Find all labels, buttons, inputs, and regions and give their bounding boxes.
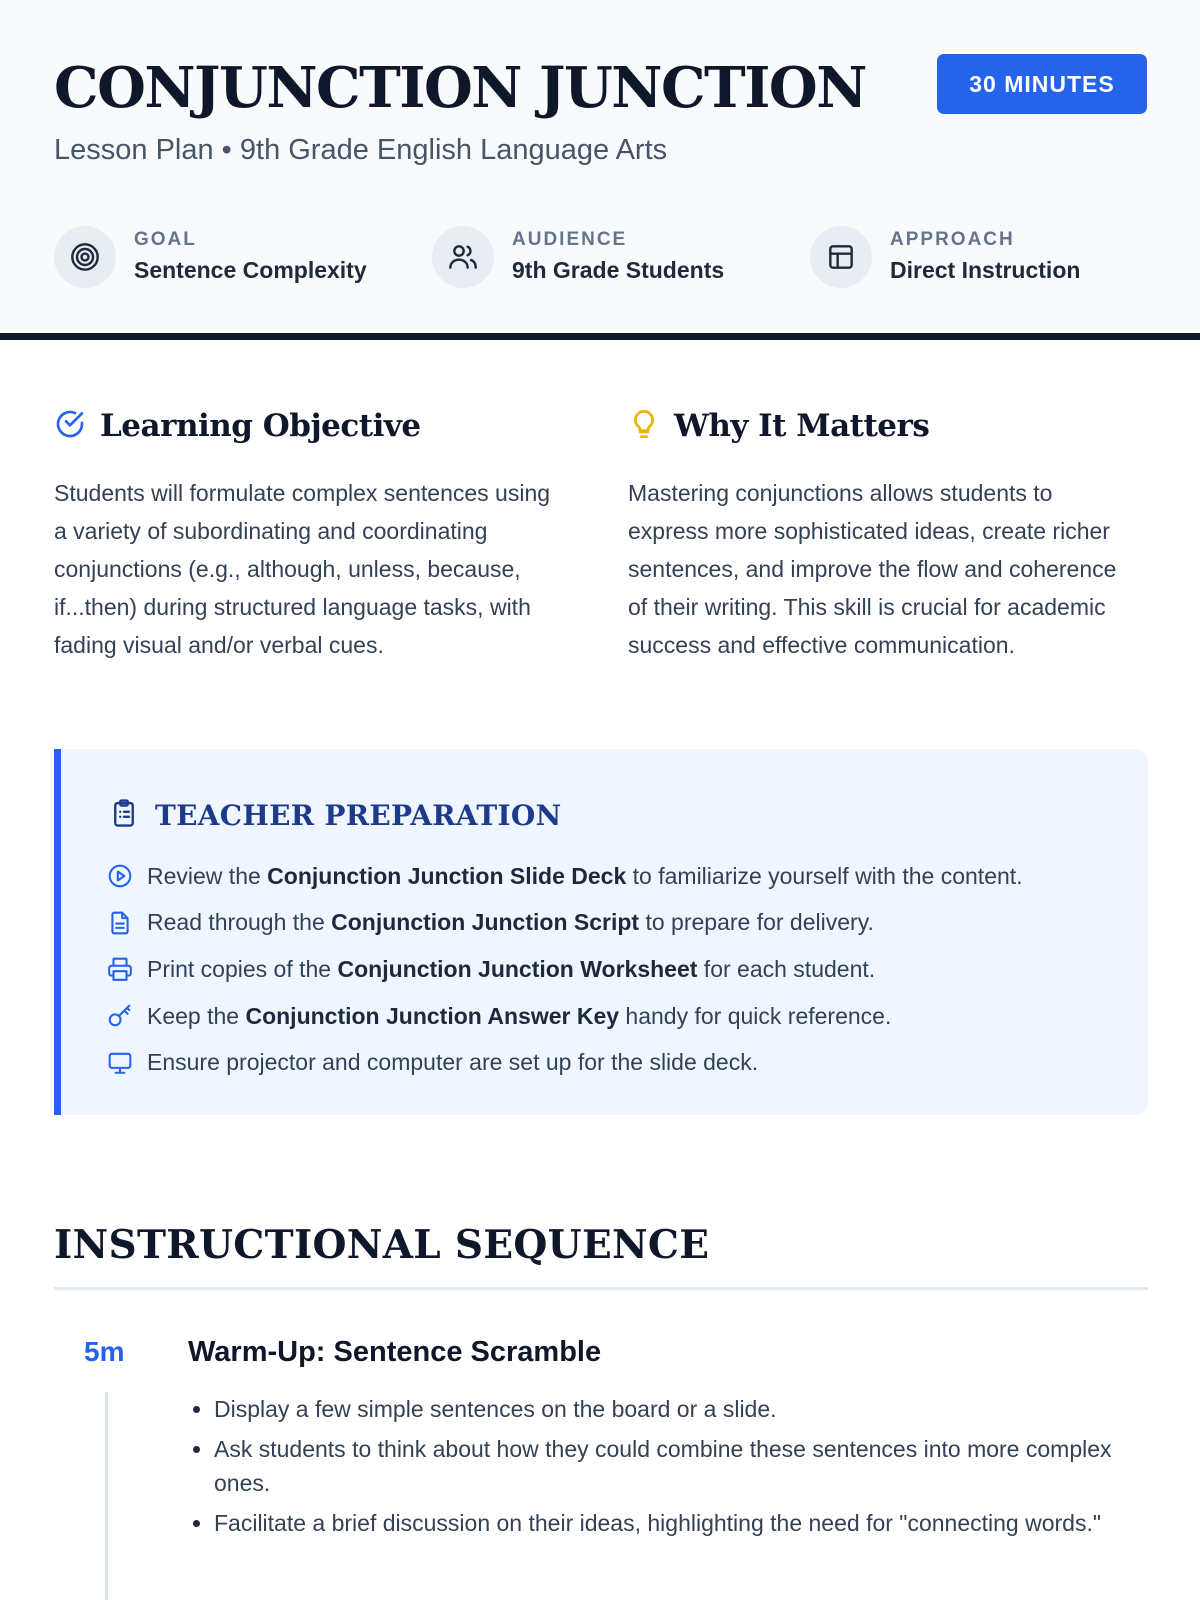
meta-label: APPROACH (890, 229, 1015, 250)
page-title: CONJUNCTION JUNCTION (54, 55, 866, 121)
meta-value: Direct Instruction (890, 257, 1081, 283)
duration-badge: 30 MINUTES (937, 54, 1147, 114)
why-text: Mastering conjunctions allows students to express more sophisticated ideas, create richer sentences, and improve the flow and coherence of their writing. This skill is crucial for academic success and effective communication. (628, 480, 1117, 658)
list-item: Read through the Conjunction Junction Script to prepare for delivery. (107, 900, 1023, 947)
meta-audience (432, 226, 724, 288)
key-icon (107, 1003, 133, 1029)
list-item: Review the Conjunction Junction Slide Deck to familiarize yourself with the content. (107, 853, 1023, 900)
step-bullets (214, 1392, 1124, 1546)
meta-label: GOAL (134, 229, 197, 250)
users-icon (432, 226, 494, 288)
step-title: Warm-Up: Sentence Scramble (188, 1336, 602, 1368)
target-icon (54, 226, 116, 288)
meta-value: Sentence Complexity (134, 257, 367, 283)
section-title: Learning Objective (100, 408, 421, 444)
section-divider (54, 1287, 1148, 1290)
prep-list (107, 853, 1023, 1086)
list-item: • Facilitate a brief discussion on their ideas, highlighting the need for "connecting words." (214, 1506, 1124, 1540)
list-item: Keep the Conjunction Junction Answer Key handy for quick reference. (107, 993, 1023, 1040)
learning-objective-section (54, 404, 554, 664)
prep-title: TEACHER PREPARATION (155, 798, 562, 832)
page-subtitle: Lesson Plan • 9th Grade English Language Arts (54, 134, 668, 166)
why-it-matters-section (628, 404, 1133, 664)
objective-text: Students will formulate complex sentences using a variety of subordinating and coordinating conjunctions (e.g., although, unless, because, if...then) during structured language tasks, with fading visual and/or verbal cues. (54, 480, 551, 658)
printer-icon (107, 956, 133, 982)
lesson-header (0, 0, 1200, 340)
list-item: • Ask students to think about how they could combine these sentences into more complex ones. (214, 1432, 1124, 1500)
meta-label: AUDIENCE (512, 229, 628, 250)
instructional-sequence-title: INSTRUCTIONAL SEQUENCE (54, 1222, 710, 1268)
list-item: Print copies of the Conjunction Junction Worksheet for each student. (107, 946, 1023, 993)
document-icon (107, 910, 133, 936)
section-title: Why It Matters (674, 408, 930, 444)
lightbulb-icon (628, 408, 660, 445)
list-item: • Display a few simple sentences on the board or a slide. (214, 1392, 1124, 1426)
step-duration: 5m (84, 1336, 125, 1367)
meta-value: 9th Grade Students (512, 257, 725, 283)
meta-approach (810, 226, 1080, 288)
timeline-line (105, 1392, 108, 1600)
play-circle-icon (107, 863, 133, 889)
list-item: Ensure projector and computer are set up for the slide deck. (107, 1039, 1023, 1086)
meta-goal (54, 226, 367, 288)
teacher-preparation-panel (54, 749, 1148, 1115)
layout-icon (810, 226, 872, 288)
monitor-icon (107, 1050, 133, 1076)
check-circle-icon (54, 408, 86, 445)
clipboard-icon (109, 798, 139, 833)
